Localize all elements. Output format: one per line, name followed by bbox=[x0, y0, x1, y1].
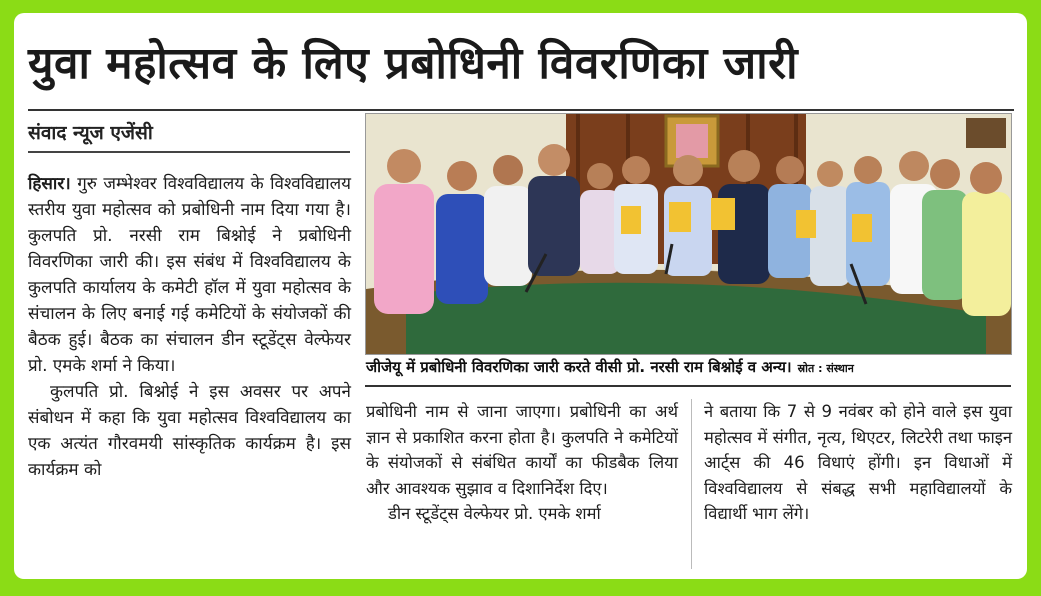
paragraph bbox=[28, 171, 351, 379]
paragraph: ने बताया कि 7 से 9 नवंबर को होने वाले इस युवा महोत्सव में संगीत, नृत्य, थिएटर, लिटरेरी तथा फाइन आर्ट्स की 46 विधाएं होंगी। इन विधाओं में विश्वविद्यालय से संबद्ध सभी महाविद्यालयों के विद्यार्थी भाग लेंगे। bbox=[704, 402, 1012, 523]
article-column-2 bbox=[366, 399, 678, 527]
paragraph-text: गुरु जम्भेश्वर विश्वविद्यालय के विश्वविद्यालय स्तरीय युवा महोत्सव को प्रबोधिनी नाम दिया गया है। कुलपति प्रो. नरसी राम बिश्नोई ने प्रबोधिनी विवरणिका जारी की। इस संबंध में विश्वविद्यालय के कुलपति कार्यालय के कमेटी हॉल में युवा महोत्सव के संचालन के लिए बनाई गई कमेटियों के संयोजकों की बैठक हुई। बैठक का संचालन डीन स्टूडेंट्स वेल्फेयर प्रो. एमके शर्मा ने किया। bbox=[28, 174, 351, 376]
caption-text: जीजेयू में प्रबोधिनी विवरणिका जारी करते वीसी प्रो. नरसी राम बिश्नोई व अन्य। bbox=[366, 358, 792, 376]
paragraph: डीन स्टूडेंट्स वेल्फेयर प्रो. एमके शर्मा bbox=[388, 504, 601, 523]
article-column-3 bbox=[704, 399, 1012, 527]
photo-caption bbox=[366, 357, 1010, 377]
byline-divider bbox=[28, 151, 350, 153]
paragraph: प्रबोधिनी नाम से जाना जाएगा। प्रबोधिनी का अर्थ ज्ञान से प्रकाशित करना होता है। कुलपति ने कमेटियों के संयोजकों से संबंधित कार्यों का फीडबैक लिया और आवश्यक सुझाव व दिशानिर्देश दिए। bbox=[366, 402, 678, 498]
newspaper-clipping bbox=[14, 13, 1027, 579]
dateline: हिसार। bbox=[28, 174, 71, 194]
article-column-1 bbox=[28, 171, 351, 483]
caption-source: स्रोत : संस्थान bbox=[797, 362, 854, 375]
column-divider bbox=[691, 399, 692, 569]
news-photo bbox=[365, 113, 1012, 355]
headline: युवा महोत्सव के लिए प्रबोधिनी विवरणिका जारी bbox=[28, 38, 798, 89]
byline: संवाद न्यूज एजेंसी bbox=[28, 122, 153, 144]
group-photo-illustration bbox=[366, 114, 1011, 354]
paragraph: कुलपति प्रो. बिश्नोई ने इस अवसर पर अपने संबोधन में कहा कि युवा महोत्सव विश्वविद्यालय का एक अत्यंत गौरवमयी सांस्कृतिक कार्यक्रम है। इस कार्यक्रम को bbox=[28, 382, 351, 480]
headline-divider bbox=[28, 109, 1014, 111]
caption-divider bbox=[365, 385, 1011, 387]
